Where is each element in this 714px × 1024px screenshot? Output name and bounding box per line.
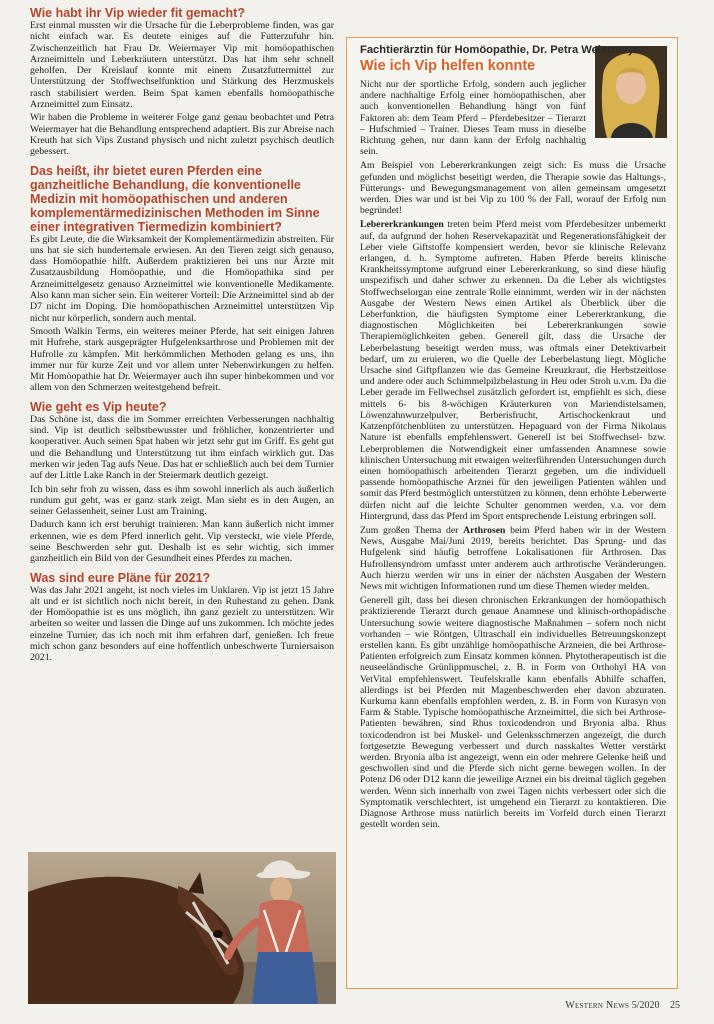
interview-column — [30, 6, 334, 842]
answer-paragraph: Das Schöne ist, dass die im Sommer erreichten Verbesserungen nachhaltig sind. Vip ist deutlich selbstbewusster und fröhlicher, konzentrierter und kooperativer. Auch seinen Spat haben wir jetzt sehr gut im Griff. Es geht gut und die Behandlung und Unterstützung tut ihm einfach wirklich gut. Das merken wir jeden Tag aufs Neue. Das hat er schließlich auch bei dem Turnier auf der Little Lake Ranch in der Steiermark deutlich gezeigt. — [30, 413, 334, 482]
answer-paragraph: Wir haben die Probleme in weiterer Folge ganz genau beobachtet und Petra Weiermayer hat die Behandlung entsprechend adaptiert. Bis zur Abreise nach Kreuth hat sich Vips Zustand physisch und nicht zuletzt psychisch deutlich gebessert. — [30, 112, 334, 158]
answer-paragraph: Was das Jahr 2021 angeht, ist noch vieles im Unklaren. Vip ist jetzt 15 Jahre alt und er ist sichtlich noch nicht bereit, in den Ruhestand zu gehen. Dank der Homöopathie ist es uns möglich, ihn ganz gezielt zu unterstützen. Wir arbeiten so weiter und lassen die Dinge auf uns zukommen. Ich möchte jedes einzelne Turnier, das ich noch mit ihm erfahren darf, genießen. Ich freue mich schon ganz besonders auf eine hoffentlich unbeschwerte Turniersaison 2021. — [30, 584, 334, 664]
magazine-name: Western News — [565, 1000, 630, 1011]
horse-rider-illustration — [28, 852, 336, 1004]
answer-paragraph: Es gibt Leute, die die Wirksamkeit der Komplementärmedizin abstreiten. Für uns hat sie sich hundertemale erwiesen. An den Tieren zeigt sich genauso, dass Homöopathie hilft. Außerdem praktizieren bei uns nur Ärzte mit Zusatzausbildung Homöopathie, und die Homöopathika sind per Arzneimittelgesetz genauso Arzneimittel wie konventionelle Medikamente. Also kann man sicher sein. Ein weiterer Vorteil: Die Arzneimittel sind ab der D7 nicht im Doping. Die homöopathischen Arzneimittel unterstützen Vip nicht nur körperlich, sondern auch mental. — [30, 233, 334, 324]
box-paragraph: Generell gilt, dass bei diesen chronischen Erkrankungen der homöopathisch praktizierende Tierarzt durch genaue Anamnese und klinisch-orthopädische Untersuchung sowie weitere diagnostische Maßnahmen – sofern noch nicht vorhanden – wie Röntgen, Ultraschall ein individuelles Betreuungskonzept erstellen kann. Es gibt unzählige homöopathische Arzneien, die bei Arthrose-Patienten erfolgreich zum Einsatz kommen können. Phytotherapeutisch ist die neuseeländische Grünlippmuschel, z. B. in Form von Orthohyl HA von VetVital empfehlenswert. Teufelskralle kann ebenfalls Abhilfe schaffen, allerdings ist bei Pferden mit Magenbeschwerden eher davon abzuraten. Kurkuma kann ebenfalls empfohlen werden, z. B. in Form von Kurasyn von Farm & Stable. Typische homöopathische Arzneimittel, die sich bei Arthrose-Patienten bewähren, sind Rhus toxicodendron und Bryonia alba. Rhus toxicodendron ist bei Muskel- und Gelenksschmerzen angezeigt, die durch fortgesetzte Bewegung verbessert und durch nasskaltes Wetter verstärkt werden. Bryonia alba ist angezeigt, wenn ein oder mehrere Gelenke heiß und geschwollen sind und die Pferde sich nicht gerne bewegen wollen. In der Potenz D6 oder D12 kann die jeweilige Arznei ein bis dreimal täglich gegeben werden. Wenn sich innerhalb von zwei Tagen nichts verbessert oder sich die Symptomatik verschlechtert, ist umgehend ein Tierarzt zu kontaktieren. Die Diagnose Arthrose muss natürlich bereits im Vorfeld durch einen Tierarzt gestellt worden sein. — [360, 595, 666, 831]
box-paragraph: Nicht nur der sportliche Erfolg, sondern auch jeglicher andere nachhaltige Erfolg einer homöopathischen, aber auch konventionellen Behandlung hängt von fünf Faktoren ab: dem Team Pferd – Pferdebesitzer – Tierarzt – Hufschmied – Trainer. Dieses Team muss in dieselbe Richtung gehen, nur dann kann der Erfolg nachhaltig sein. — [360, 79, 586, 158]
box-paragraph-text: Zum großen Thema der — [360, 524, 464, 536]
question-heading: Wie habt ihr Vip wieder fit gemacht? — [30, 6, 245, 20]
question-heading: Wie geht es Vip heute? — [30, 399, 167, 414]
answer-paragraph: Dadurch kann ich erst beruhigt trainieren. Man kann äußerlich nicht immer erkennen, wie es dem Pferd innerlich geht. Vip versteckt, wie viele Pferde, seine Beschwerden sehr gut. Deshalb ist es sehr wichtig, sich immer ganzheitlich ein Bild von der Gesundheit eines Pferdes zu machen. — [30, 519, 334, 565]
box-title: Wie ich Vip helfen konnte — [360, 58, 536, 74]
expert-sidebar-box — [346, 37, 678, 989]
answer-paragraph: Erst einmal mussten wir die Ursache für die Leberprobleme finden, was gar nicht einfach war. Es deutete einiges auf die Futterzufuhr hin. Zwischenzeitlich hat Frau Dr. Weiermayer Vip mit homöopathischen Arzneimitteln und Leberkräutern unterstützt. Das hat ihm sehr schnell geholfen. Der Kreislauf konnte mit einem Zusatzfuttermittel zur Unterstützung der Stoffwechselfunktion und Stärkung des Herzmuskels rasch stabilisiert werden. Beim Spat kamen ebenfalls homöopathische Arzneimittel zum Einsatz. — [30, 20, 334, 111]
box-paragraph: Am Beispiel von Lebererkrankungen zeigt sich: Es muss die Ursache gefunden und möglichst beseitigt werden, die Therapie sowie das Haltungs-, Fütterungs- und Bewegungsmanagement von allen gemeinsam umgesetzt werden. Dies war und ist bei Vip zu 100 % der Fall, worauf der Erfolg nun begründet! — [360, 160, 666, 217]
bold-term: Arthrosen — [463, 524, 506, 536]
answer-paragraph: Ich bin sehr froh zu wissen, dass es ihm sowohl innerlich als auch äußerlich rundum gut geht, was er ganz stark zeigt. Man sieht es in den Augen, an seiner Gelassenheit, seiner Lust am Training. — [30, 483, 334, 518]
bold-term: Lebererkrankungen — [360, 219, 444, 231]
page-number: 25 — [670, 1000, 680, 1011]
box-paragraph — [360, 219, 666, 521]
box-paragraph-text: beim Pferd haben wir in der Western News, Ausgabe Mai/Juni 2019, bereits berichtet. Das Sprung- und das Hufgelenk sind häufig betroffene Lokalisationen für Arthrosen. Das Hufrollensyndrom umfasst unter anderem auch arthrotische Veränderungen. Auch hierzu werden wir uns in einer der nächsten Ausgaben der Western News mit wichtigen Informationen rund um diese Themen wieder melden. — [360, 524, 666, 592]
question-heading: Was sind eure Pläne für 2021? — [30, 570, 211, 585]
box-paragraph-text: treten beim Pferd meist vom Pferdebesitzer unbemerkt auf, da aufgrund der hohen Reservekapazität und Regenerationsfähigkeit der Leber viele Giftstoffe kompensiert werden, bevor sie klinische Relevanz erlangen, d. h. Symptome auftreten. Haben Pferde bereits klinische Krankheitssymptome aufgrund einer Lebererkrankung, so sind diese häufig unspezifisch und daher schwer zu erkennen. Da die Leber als wichtigstes Stoffwechselorgan eine zentrale Rolle einnimmt, werden wir in der nächsten Ausgabe der Western News einen Artikel als Überblick über die Leberfunktion, die häufigsten Symptome einer Lebererkrankung, die diagnostischen Möglichkeiten bei Lebererkrankungen sowie Therapiemöglichkeiten geben. Generell gilt, dass die Ursache der Leberbelastung beseitigt werden muss, was oftmals einer Detektivarbeit bedarf, um zu eruieren, wo die Quelle der Leberbelastung liegt. Mögliche Ursache sind Giftpflanzen wie das Gemeine Kreuzkraut, die Herbstzeitlose und andere oder auch Schimmelpilzbelastung in Heu oder Stroh u.v.m. Da die Leber gerade im Fellwechsel zusätzlich gefordert ist, empfiehlt es sich, diese mittels 6- bis 8-wöchigen Kräuterkuren von Mariendistelsamen, Löwenzahnwurzelpulver, Berberisfrucht, Artischockenkraut und Katzenpfötchenblüten zu unterstützen. Hepaguard von der Firma Nikolaus Nature ist ebenfalls empfehlenswert. Generell ist bei Stoffwechsel- bzw. Leberproblemen die Notwendigkeit einer umfassenden Anamnese sowie klinischen Untersuchung mit etwaigen weiterführenden Untersuchungen durch einen homöopathisch arbeitenden Tierarzt gegeben, um die individuell passende homöopathische Arznei für den jeweiligen Patienten wählen und somit das Pferd bestmöglich unterstützen zu können, denn erhöhte Leberwerte dürfen nicht auf die leichte Schulter genommen werden, v.a. vor dem Hintergrund, dass das Pferd im Sport entsprechende Leistung erbringen soll. — [360, 219, 666, 522]
issue-number: 5/2020 — [631, 1000, 660, 1011]
question-heading: Das heißt, ihr bietet euren Pferden eine ganzheitliche Behandlung, die konventionelle Medizin mit homöopathischen und anderen komplementärmedizinischen Methoden im Sinne einer integrativen Tiermedizin kombiniert? — [30, 163, 320, 234]
answer-paragraph: Smooth Walkin Terms, ein weiteres meiner Pferde, hat seit einigen Jahren mit Hufrehe, stark ausgeprägter Hufgelenksarthrose und Problemen mit der Hufrolle zu kämpfen. Mit herkömmlichen Methoden gelang es uns, ihn immer nur für kurze Zeit und vor allem unter Nebenwirkungen zu helfen. Mit Homöopathie hat Dr. Weiermayer auch ihn super hinbekommen und vor allem von den Schmerzen weitestgehend befreit. — [30, 325, 334, 394]
box-subtitle: Fachtierärztin für Homöopathie, Dr. Petra Weiermayer: — [360, 44, 649, 56]
page-footer — [565, 1000, 680, 1011]
horse-rider-photo — [28, 852, 336, 1004]
box-paragraph — [360, 525, 666, 592]
